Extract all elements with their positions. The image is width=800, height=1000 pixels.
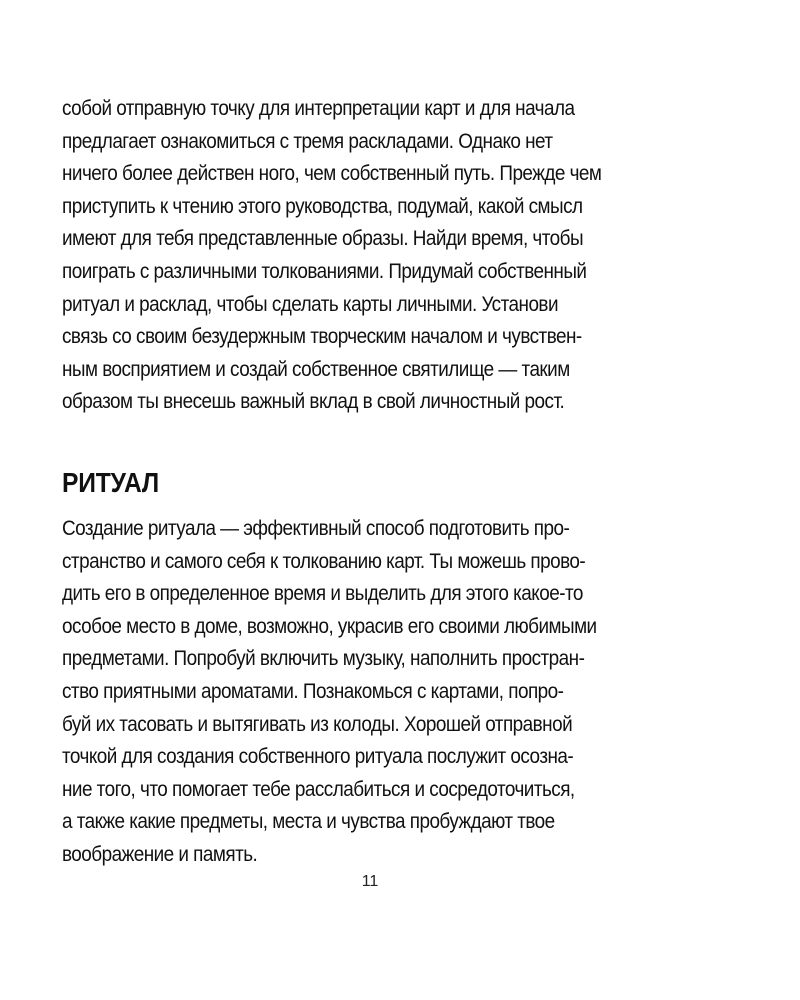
paragraph-line: ние того, что помогает тебе расслабиться и сосредоточиться, xyxy=(62,776,575,801)
paragraph-line: точкой для создания собственного ритуала послужит осозна- xyxy=(62,744,574,769)
intro-paragraph xyxy=(62,92,680,418)
paragraph-line: воображение и память. xyxy=(62,841,258,866)
section-heading: РИТУАЛ xyxy=(62,466,160,498)
page-body xyxy=(62,92,680,870)
paragraph-line: а также какие предметы, места и чувства пробуждают твое xyxy=(62,809,555,834)
paragraph-line: странство и самого себя к толкованию карт. Ты можешь прово- xyxy=(62,548,586,573)
paragraph-line: Создание ритуала — эффективный способ подготовить про- xyxy=(62,515,570,540)
paragraph-line: поиграть с различными толкованиями. Придумай собственный xyxy=(62,258,587,283)
paragraph-line: собой отправную точку для интерпретации карт и для начала xyxy=(62,96,575,120)
paragraph-line: ство приятными ароматами. Познакомься с картами, попро- xyxy=(62,678,564,703)
paragraph-line: особое место в доме, возможно, украсив его своими любимыми xyxy=(62,613,597,638)
ritual-paragraph xyxy=(62,512,680,871)
paragraph-line: связь со своим безудержным творческим началом и чувствен- xyxy=(62,324,582,349)
paragraph-line: буй их тасовать и вытягивать из колоды. Хорошей отправной xyxy=(62,711,573,736)
paragraph-line: предметами. Попробуй включить музыку, наполнить простран- xyxy=(62,646,585,671)
paragraph-line: ритуал и расклад, чтобы сделать карты личными. Установи xyxy=(62,291,559,316)
page-number: 11 xyxy=(361,873,379,890)
paragraph-line: образом ты внесешь важный вклад в свой личностный рост. xyxy=(62,389,565,414)
paragraph-line: предлагает ознакомиться с тремя раскладами. Однако нет xyxy=(62,128,553,153)
paragraph-line: имеют для тебя представленные образы. Найди время, чтобы xyxy=(62,226,584,251)
paragraph-line: приступить к чтению этого руководства, подумай, какой смысл xyxy=(62,193,583,218)
paragraph-line: ничего более действен ного, чем собственный путь. Прежде чем xyxy=(62,161,602,186)
paragraph-line: дить его в определенное время и выделить для этого какое-то xyxy=(62,581,583,606)
paragraph-line: ным восприятием и создай собственное святилище — таким xyxy=(62,356,570,381)
